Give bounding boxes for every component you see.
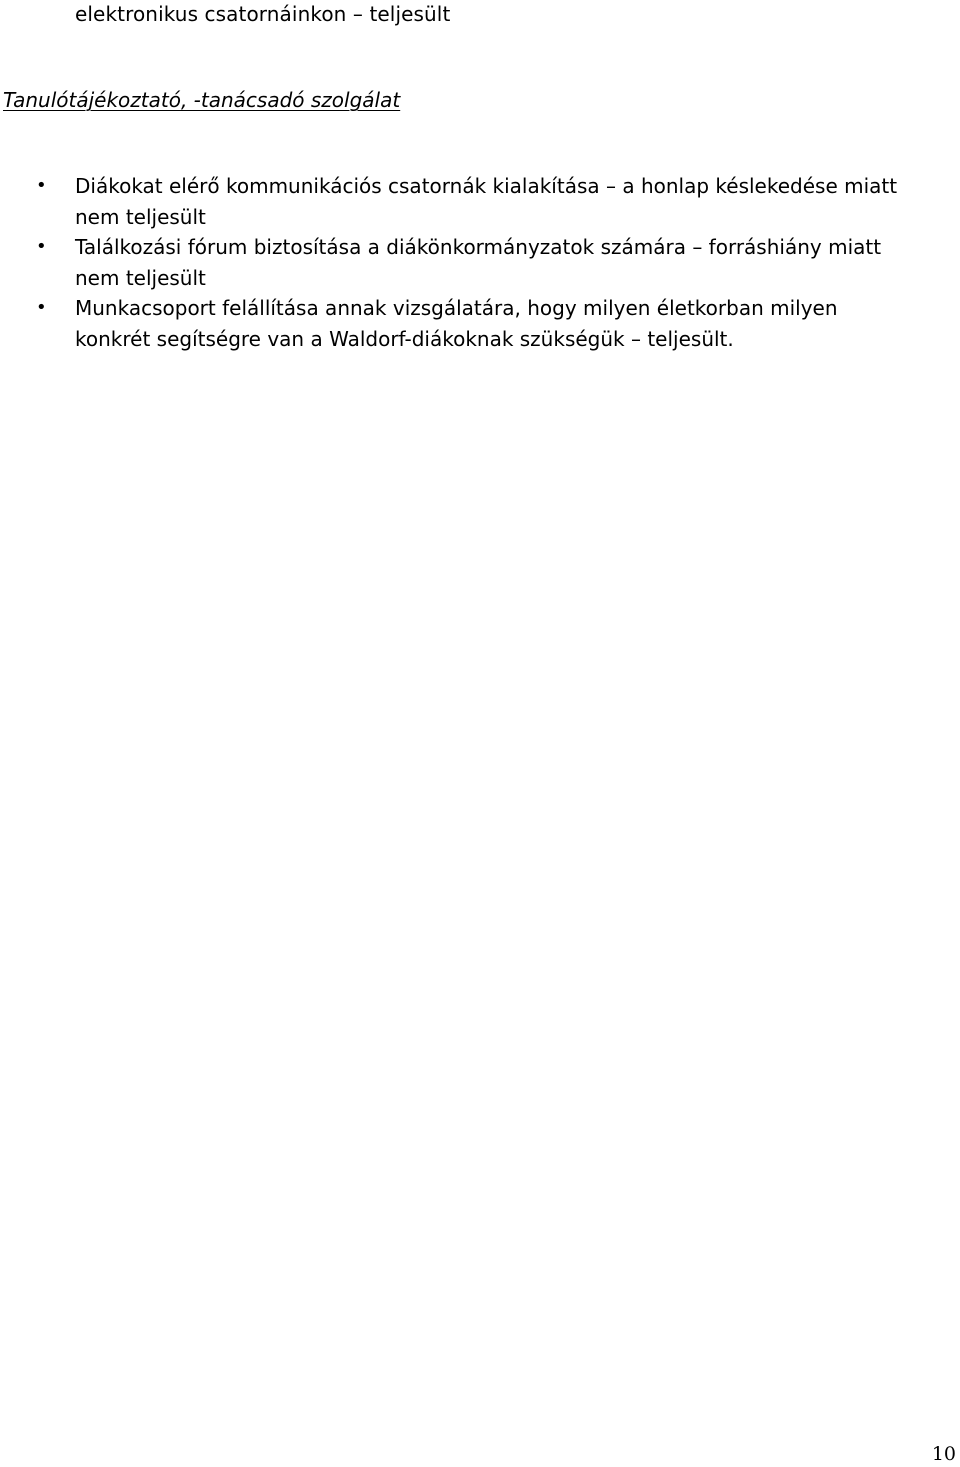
bullet-icon: •: [36, 236, 47, 257]
bullet-text: Munkacsoport felállítása annak vizsgálatára, hogy milyen életkorban milyen konkrét segítségre van a Waldorf-diákoknak szükségük – teljesült.: [75, 296, 838, 351]
section-heading: Tanulótájékoztató, -tanácsadó szolgálat: [3, 88, 401, 112]
bullet-item: [0, 171, 905, 232]
bullet-text: Diákokat elérő kommunikációs csatornák kialakítása – a honlap késlekedése miatt nem teljesült: [75, 174, 898, 229]
continued-text-line: elektronikus csatornáinkon – teljesült: [75, 2, 451, 26]
bullet-icon: •: [36, 297, 47, 318]
bullet-item: [0, 293, 905, 354]
bullet-icon: •: [36, 175, 47, 196]
bullet-item: [0, 232, 905, 293]
bullet-text: Találkozási fórum biztosítása a diákönkormányzatok számára – forráshiány miatt nem teljesült: [75, 235, 882, 290]
bullet-list: [0, 171, 960, 354]
page-number: 10: [931, 1443, 956, 1465]
